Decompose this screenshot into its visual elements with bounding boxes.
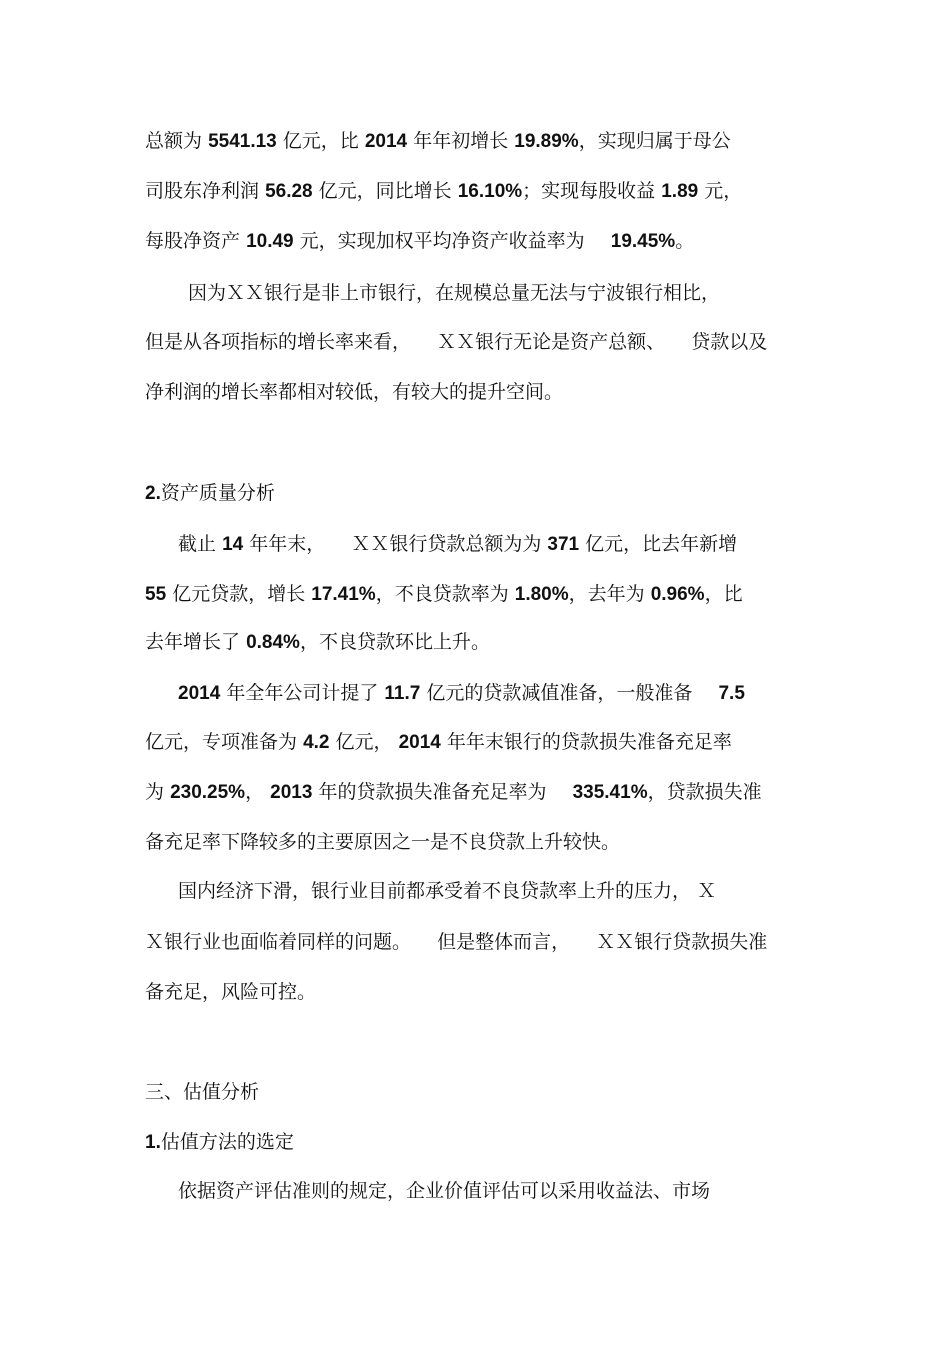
p4-line3: [145, 778, 825, 807]
text: ，实现归属于母公: [578, 130, 731, 152]
text: 但是从各项指标的增长率来看，: [145, 331, 412, 353]
text: 司股东净利润: [145, 180, 260, 202]
p3-line3: [145, 628, 825, 657]
text: Ｘ银行业也面临着同样的问题。: [145, 931, 412, 953]
text: 年年末，: [249, 533, 326, 555]
p4-line2: [145, 728, 825, 757]
text: 年的贷款损失准备充足率为: [318, 781, 547, 803]
text: 亿元，同比增长: [318, 180, 452, 202]
text: 年年初增长: [413, 130, 509, 152]
text: 每股净资产: [145, 230, 241, 252]
p6-line1: 依据资产评估准则的规定，企业价值评估可以采用收益法、市场: [178, 1180, 711, 1202]
text: 元，: [704, 180, 743, 202]
number: 10.49: [246, 231, 294, 252]
p3-line1: [178, 530, 858, 559]
number: 230.25%: [170, 782, 246, 803]
heading-number: 2.: [145, 483, 161, 504]
text: 国内经济下滑，银行业目前都承受着不良贷款率上升的压力，: [178, 880, 692, 902]
text: ，不良贷款环比上升。: [299, 631, 490, 653]
number: 0.96%: [650, 584, 705, 605]
text: ，比: [704, 583, 743, 605]
text: Ｘ: [697, 880, 717, 902]
number: 7.5: [718, 683, 745, 704]
text: 截止: [178, 533, 217, 555]
number: 1.80%: [514, 584, 569, 605]
number: 1.89: [661, 181, 699, 202]
heading-text: 估值方法的选定: [160, 1131, 294, 1153]
text: 亿元的贷款减值准备，一般准备: [426, 682, 693, 704]
number: 14: [222, 534, 244, 555]
heading-number: 1.: [145, 1132, 161, 1153]
number: 17.41%: [311, 584, 376, 605]
text: ，去年为: [568, 583, 645, 605]
p3-line2: [145, 580, 825, 609]
number: 55: [145, 584, 167, 605]
heading-text: 资产质量分析: [160, 482, 275, 504]
number: 2014: [178, 683, 221, 704]
p5-line3: 备充足，风险可控。: [145, 981, 317, 1003]
p5-line1: [178, 877, 858, 905]
text: ，: [245, 781, 265, 803]
text: 总额为: [145, 130, 203, 152]
text: ，不良贷款率为: [375, 583, 509, 605]
text: 。: [675, 230, 695, 252]
number: 0.84%: [246, 632, 300, 653]
number: 335.41%: [572, 782, 648, 803]
section-heading-asset-quality: [145, 479, 825, 508]
text: 亿元，专项准备为: [145, 731, 298, 753]
number: 11.7: [384, 683, 421, 704]
text: ＸＸ银行无论是资产总额、: [437, 331, 666, 353]
text: 亿元，比去年新增: [585, 533, 738, 555]
p1-line2: [145, 177, 825, 206]
text: ＸＸ银行贷款损失准: [596, 931, 768, 953]
number: 56.28: [265, 181, 313, 202]
text: 元，实现加权平均净资产收益率为: [299, 230, 585, 252]
text: ＸＸ银行贷款总额为为: [351, 533, 542, 555]
subsection-heading-method: [145, 1128, 825, 1157]
number: 371: [547, 534, 580, 555]
text: 亿元贷款，增长: [172, 583, 306, 605]
number: 2014: [364, 131, 408, 152]
text: 去年增长了: [145, 631, 241, 653]
text: 为: [145, 781, 165, 803]
text: 亿元，比: [282, 130, 359, 152]
text: ，贷款损失准: [647, 781, 762, 803]
number: 19.89%: [514, 131, 579, 152]
text: 年年末银行的贷款损失准备充足率: [446, 731, 732, 753]
p2-line2: [145, 328, 825, 356]
section-heading-valuation: 三、估值分析: [145, 1081, 260, 1103]
number: 5541.13: [208, 131, 277, 152]
number: 2014: [398, 732, 441, 753]
p1-line1: [145, 127, 825, 156]
p5-line2: [145, 928, 825, 956]
number: 16.10%: [457, 181, 523, 202]
number: 19.45%: [610, 231, 676, 252]
text: 年全年公司计提了: [226, 682, 379, 704]
text: 但是整体而言，: [437, 931, 571, 953]
p4-line1: [178, 679, 858, 708]
p2-line3: 净利润的增长率都相对较低，有较大的提升空间。: [145, 381, 564, 403]
p4-line4: 备充足率下降较多的主要原因之一是不良贷款上升较快。: [145, 831, 621, 853]
p2-line1: 因为ＸＸ银行是非上市银行，在规模总量无法与宁波银行相比，: [188, 282, 721, 304]
p1-line3: [145, 227, 825, 256]
text: 贷款以及: [691, 331, 768, 353]
text: 亿元，: [335, 731, 393, 753]
number: 4.2: [303, 732, 330, 753]
text: ；实现每股收益: [522, 180, 656, 202]
number: 2013: [270, 782, 313, 803]
